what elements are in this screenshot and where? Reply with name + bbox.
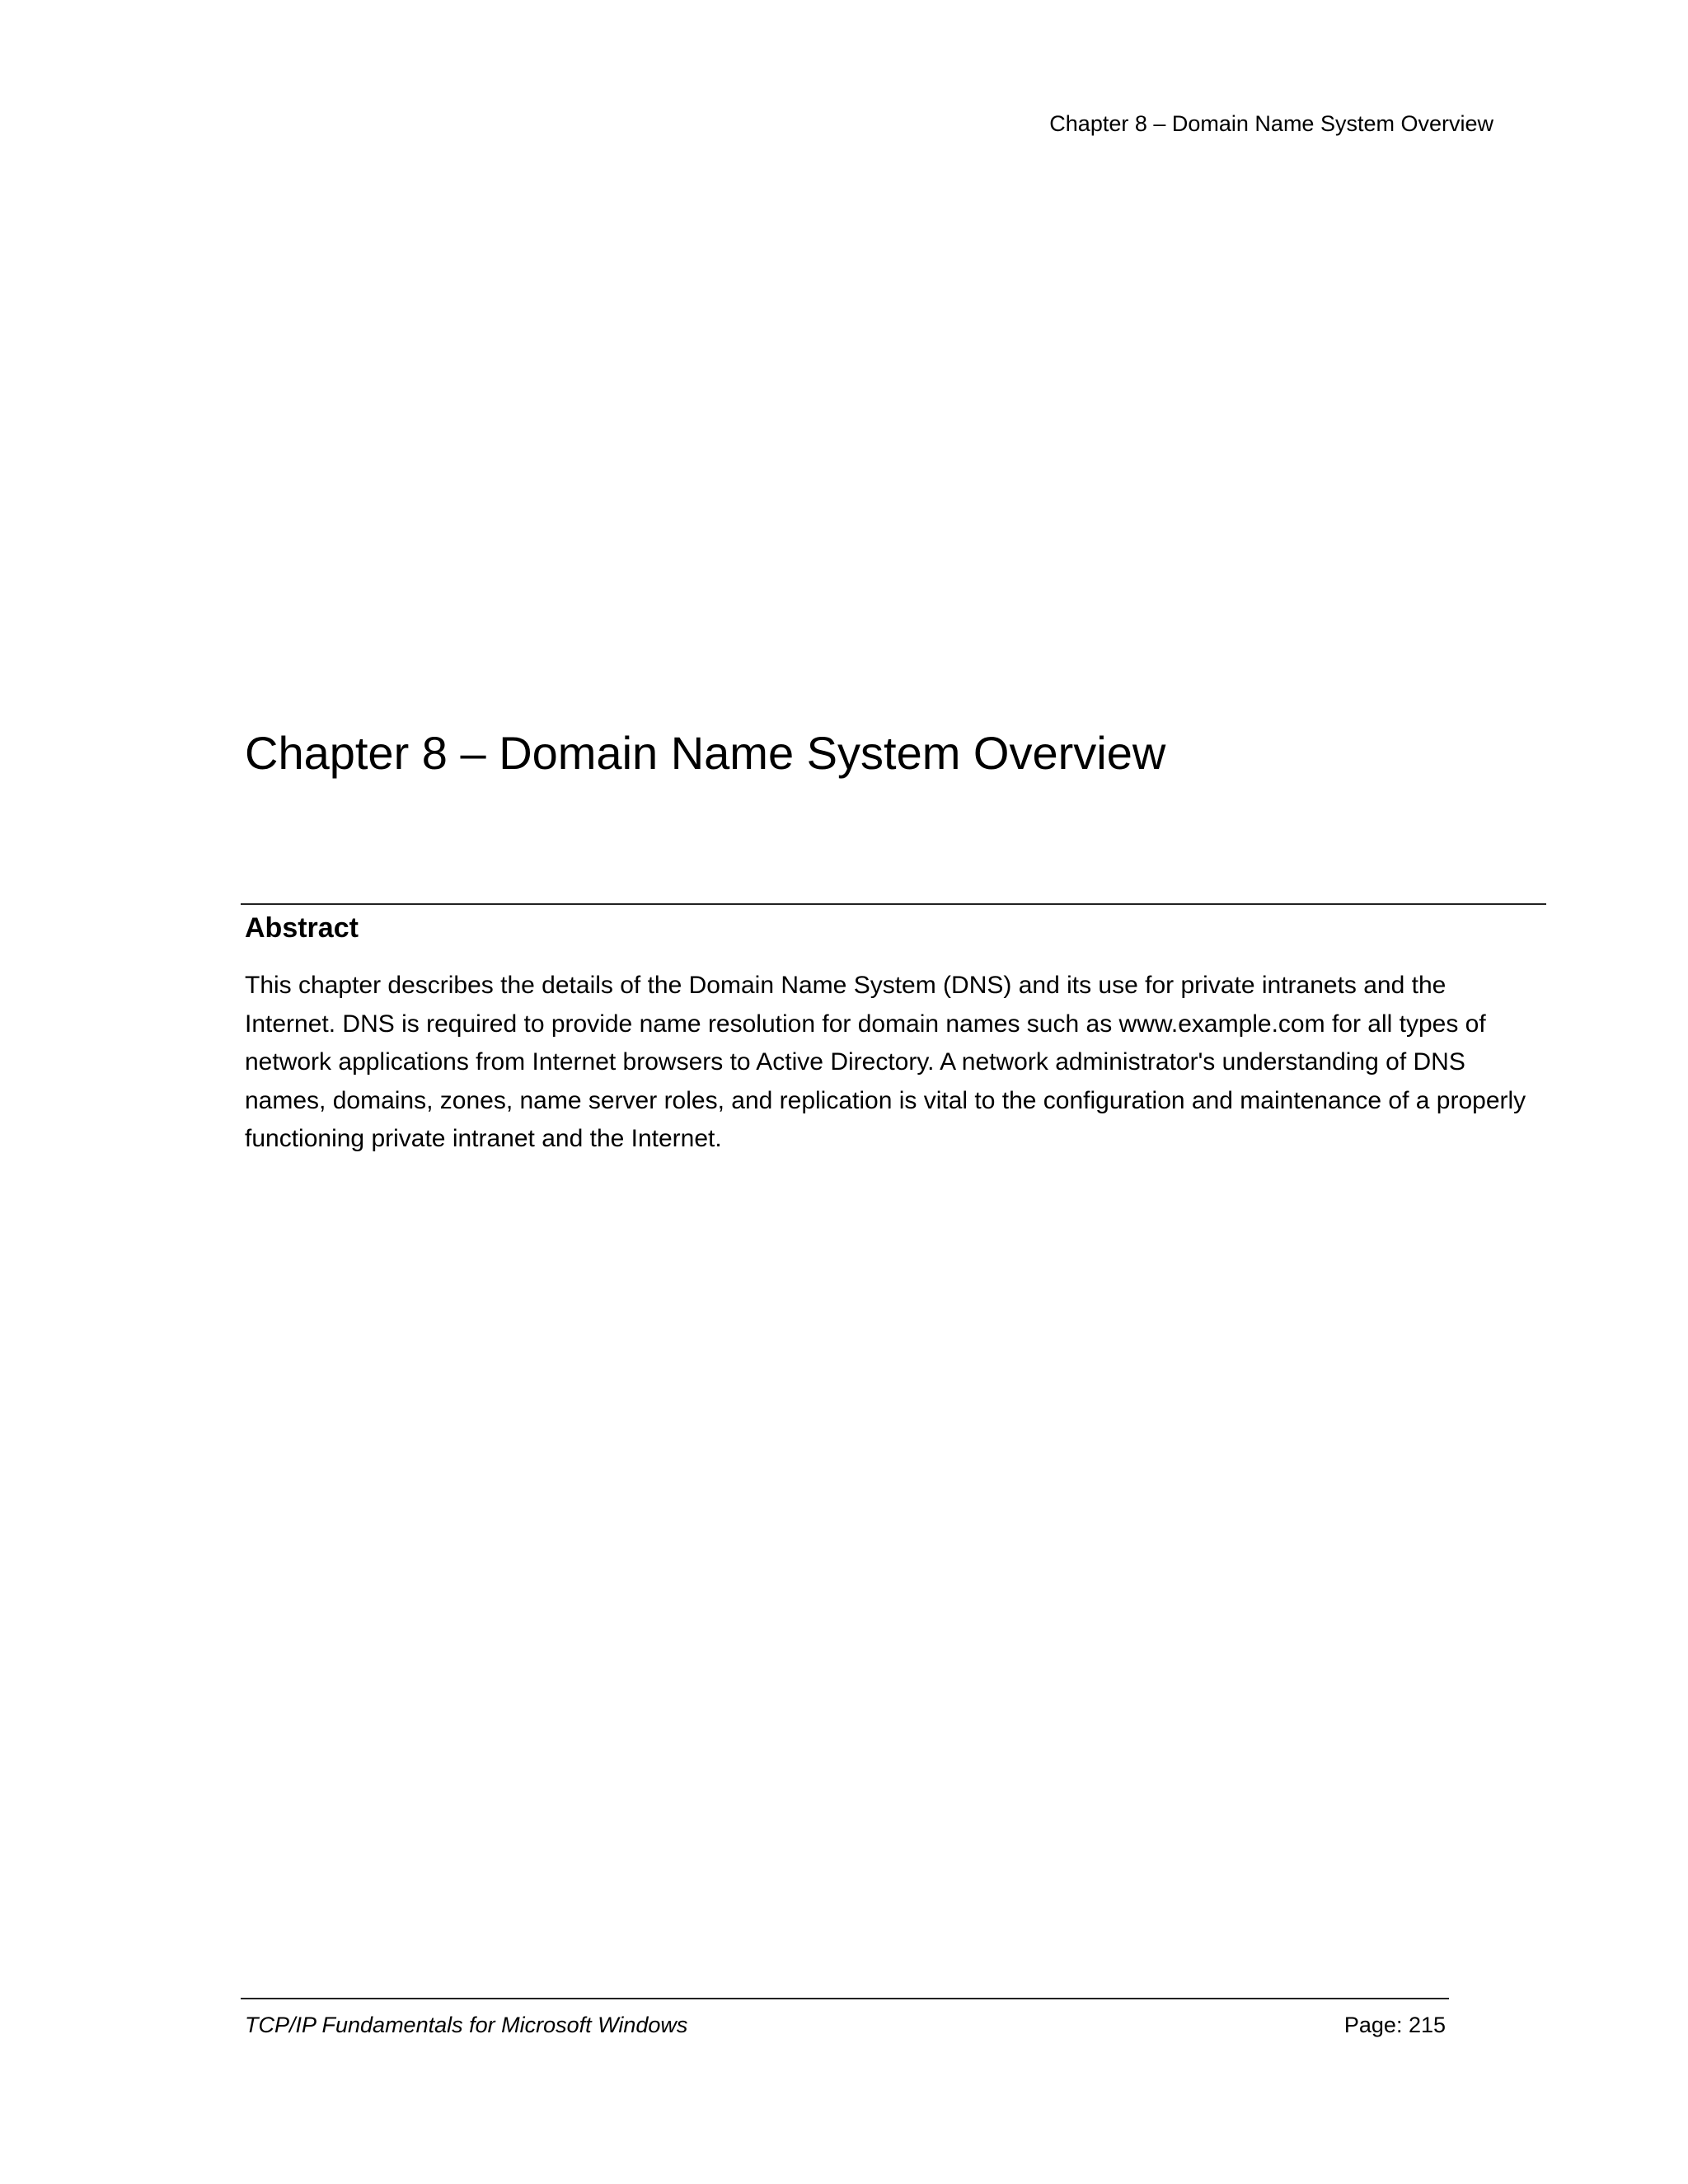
footer-book-title: TCP/IP Fundamentals for Microsoft Windows <box>245 2013 688 2037</box>
footer-divider <box>241 1998 1449 1999</box>
running-header: Chapter 8 – Domain Name System Overview <box>1049 111 1493 136</box>
abstract-body: This chapter describes the details of the Domain Name System (DNS) and its use for private intranets and the Internet. DNS is required to provide name resolution for domain names such as www.example.com for all types of network applications from Internet browsers to Active Directory. A network administrator's understanding of DNS names, domains, zones, name server roles, and replication is vital to the configuration and maintenance of a properly functioning private intranet and the Internet. <box>245 972 1526 1152</box>
abstract-heading: Abstract <box>245 912 359 944</box>
abstract-divider <box>241 903 1546 905</box>
chapter-title: Chapter 8 – Domain Name System Overview <box>245 727 1166 779</box>
footer-page-number: Page: 215 <box>1343 2013 1446 2037</box>
